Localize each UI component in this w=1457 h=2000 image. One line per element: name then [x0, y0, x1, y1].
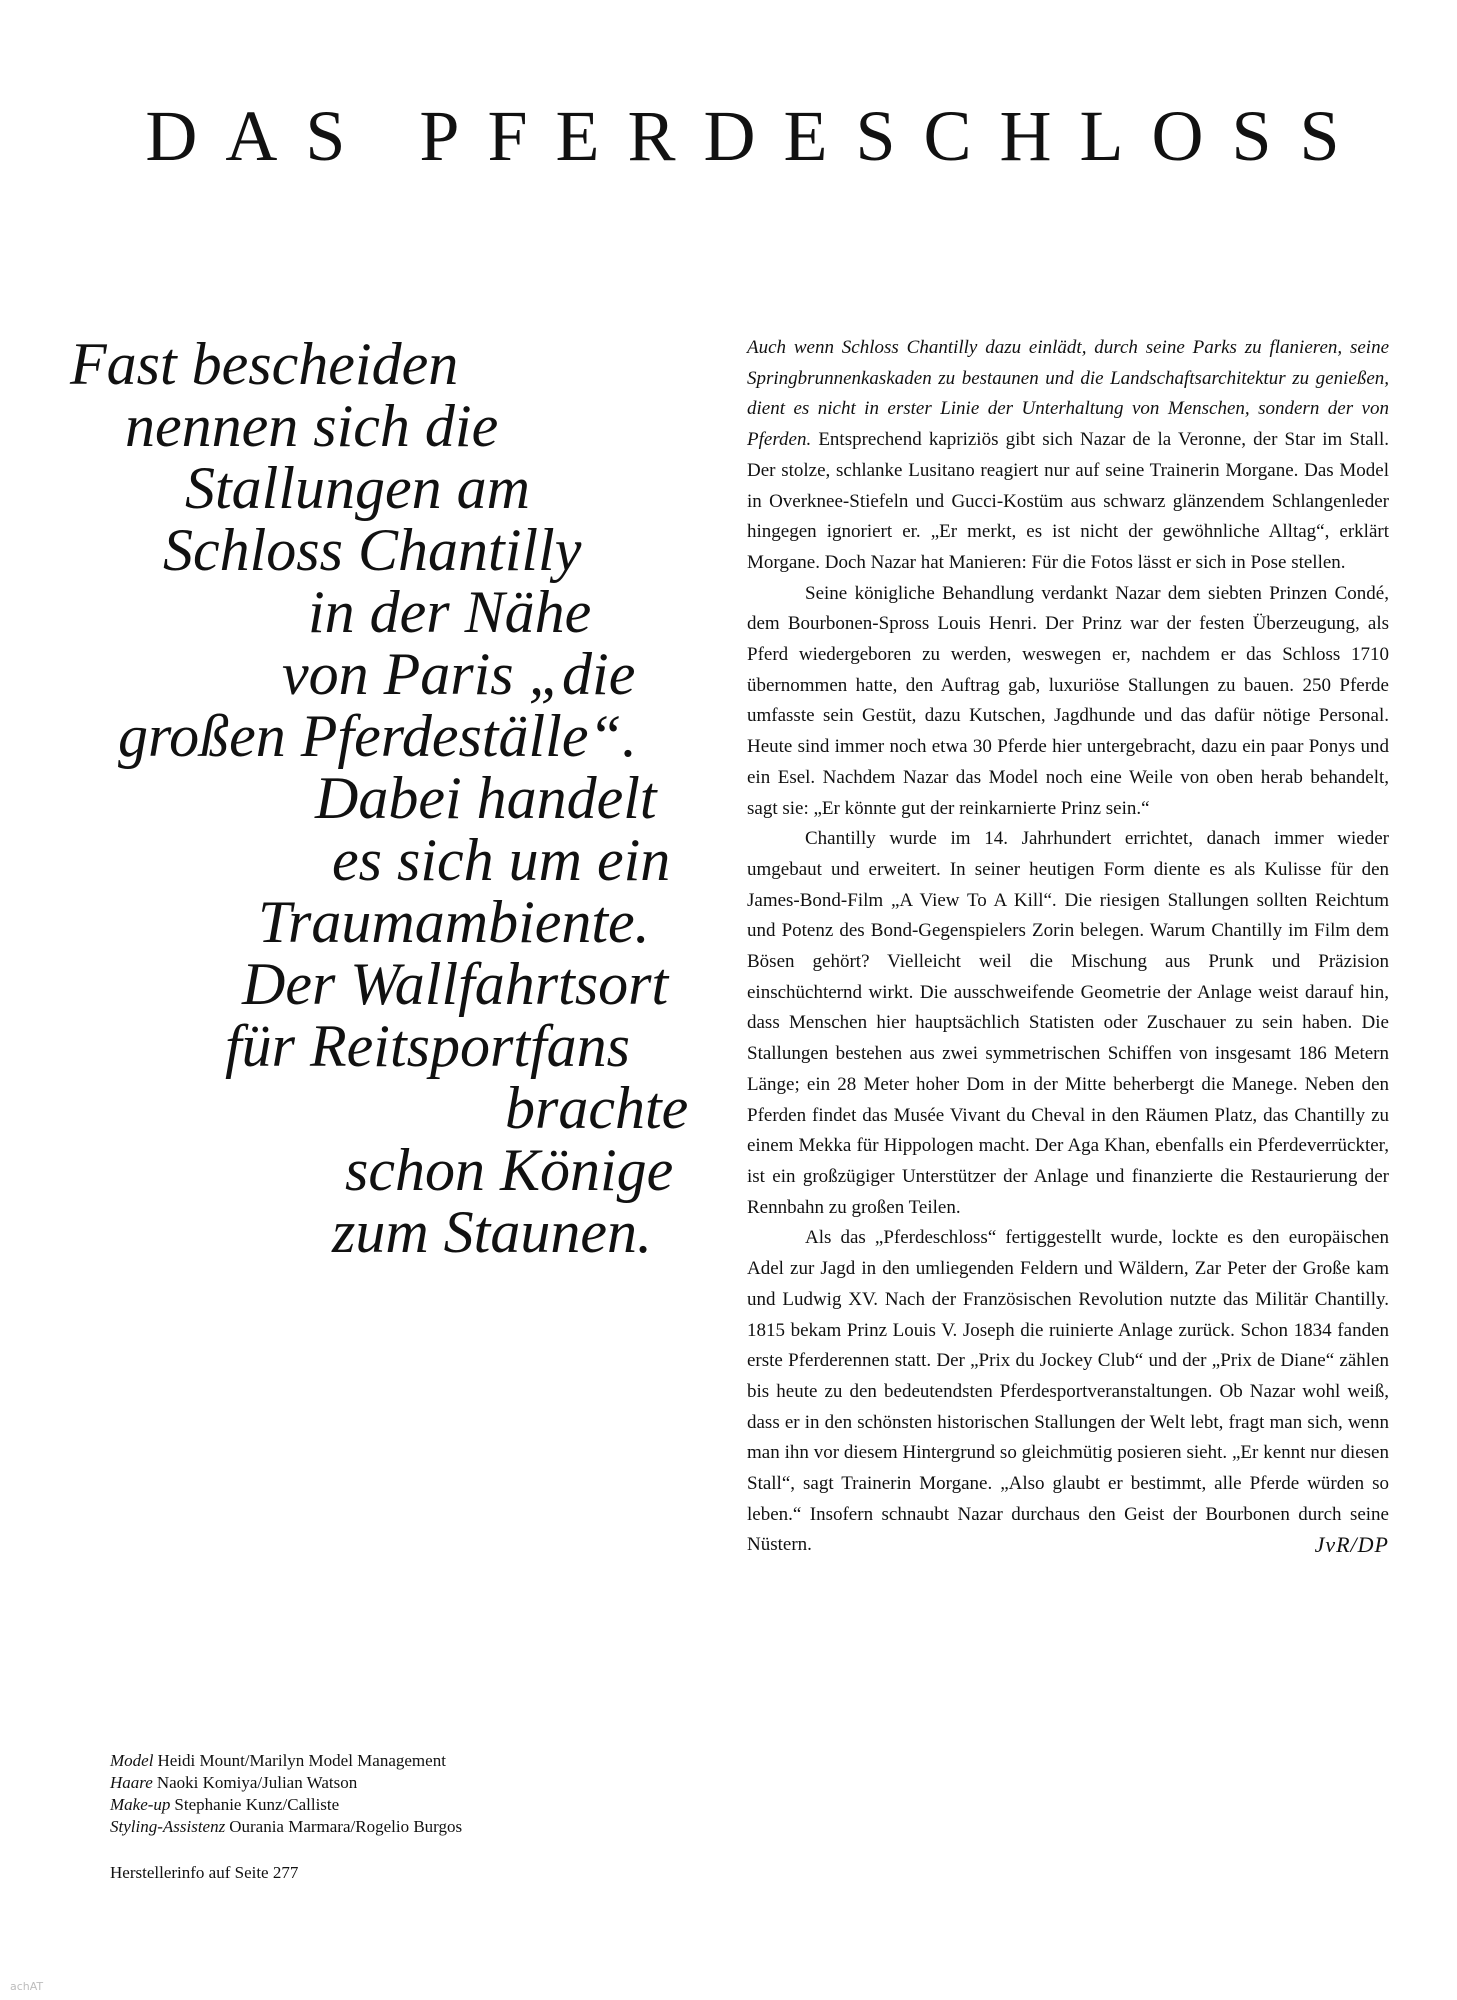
pull-quote-line: in der Nähe: [308, 579, 592, 645]
credit-row: [110, 1816, 630, 1838]
credit-role: Model: [110, 1751, 154, 1770]
watermark-text: achAT: [10, 1980, 44, 1993]
article-paragraph: [747, 1223, 1389, 1561]
pull-quote-line: Dabei handelt: [315, 765, 657, 831]
pull-quote-line: Fast bescheiden: [70, 331, 459, 397]
credit-value: Heidi Mount/Marilyn Model Management: [157, 1751, 446, 1770]
credit-row: [110, 1750, 630, 1772]
article-paragraph: [747, 333, 1389, 579]
pull-quote-line: brachte: [505, 1075, 689, 1141]
pull-quote-line: Der Wallfahrtsort: [242, 951, 669, 1017]
credit-row: [110, 1772, 630, 1794]
pull-quote-line: von Paris „die: [282, 641, 636, 707]
credit-role: Haare: [110, 1773, 153, 1792]
credit-role: Styling-Assistenz: [110, 1817, 226, 1836]
article-text: Als das „Pferdeschloss“ fertiggestellt wurde, lockte es den europäischen Adel zur Jagd in den umliegenden Feldern und Wäldern, Zar Peter der Große kam und Ludwig XV. Nach der Französischen Revolution nutzte das Militär Chantilly. 1815 bekam Prinz Louis V. Joseph die ruinierte Anlage zurück. Schon 1834 fanden erste Pferderennen statt. Der „Prix du Jockey Club“ und der „Prix de Diane“ zählen bis heute zu den bedeutendsten Pferdesportveranstaltungen. Ob Nazar wohl weiß, dass er in den schönsten historischen Stallungen der Welt lebt, fragt man sich, wenn man ihn vor diesem Hintergrund so gleichmütig posieren sieht. „Er kennt nur diesen Stall“, sagt Trainerin Morgane. „Also glaubt er bestimmt, alle Pferde würden so leben.“ Insofern schnaubt Nazar durchaus den Geist der Bourbonen durch seine Nüstern.: [747, 1227, 1389, 1556]
article-body: [747, 333, 1389, 1561]
pull-quote-line: nennen sich die: [125, 393, 499, 459]
credit-role: Make-up: [110, 1795, 171, 1814]
pull-quote-line: Stallungen am: [185, 455, 530, 521]
page-title: DAS PFERDESCHLOSS: [145, 96, 1368, 176]
photo-credits: [110, 1750, 630, 1884]
credit-value: Naoki Komiya/Julian Watson: [156, 1773, 358, 1792]
author-signature: JvR/DP: [1314, 1532, 1389, 1558]
credit-value: Ourania Marmara/Rogelio Burgos: [229, 1817, 463, 1836]
article-paragraph: Chantilly wurde im 14. Jahrhundert errichtet, danach immer wieder umgebaut und erweitert. In seiner heutigen Form diente es als Kulisse für den James-Bond-Film „A View To A Kill“. Die riesigen Stallungen sollten Reichtum und Potenz des Bond-Gegenspielers Zorin belegen. Warum Chantilly im Film dem Bösen gehört? Vielleicht weil die Mischung aus Prunk und Präzision einschüchternd wirkt. Die ausschweifende Geometrie der Anlage weist darauf hin, dass Menschen hier hauptsächlich Statisten oder Zuschauer zu sein haben. Die Stallungen bestehen aus zwei symmetrischen Schiffen von insgesamt 186 Metern Länge; ein 28 Meter hoher Dom in der Mitte beherbergt die Manege. Neben den Pferden findet das Musée Vivant du Cheval in den Räumen Platz, das Chantilly zu einem Mekka für Hippologen macht. Der Aga Khan, ebenfalls ein Pferdeverrückter, ist ein großzügiger Unterstützer der Anlage und finanzierte die Restaurierung der Rennbahn zu großen Teilen.: [747, 828, 1389, 1218]
credit-value: Stephanie Kunz/Calliste: [174, 1795, 340, 1814]
pull-quote-line: großen Pferdeställe“.: [118, 703, 637, 769]
pull-quote-line: Traumambiente.: [258, 889, 650, 955]
pull-quote-line: zum Staunen.: [332, 1199, 652, 1265]
pull-quote-line: schon Könige: [345, 1137, 674, 1203]
pull-quote-line: Schloss Chantilly: [163, 517, 582, 583]
manufacturer-info: Herstellerinfo auf Seite 277: [110, 1863, 299, 1882]
article-intro: Auch wenn Schloss Chantilly dazu einlädt, durch seine Parks zu flanieren, seine Springbrunnenkaskaden zu bestaunen und die Landschaftsarchitektur zu genießen, dient es nicht in erster Linie der Unterhaltung von Menschen, sondern der von Pferden.: [747, 337, 1389, 451]
pull-quote-line: für Reitsportfans: [225, 1013, 631, 1079]
article-paragraph: Seine königliche Behandlung verdankt Nazar dem siebten Prinzen Condé, dem Bourbonen-Spross Louis Henri. Der Prinz war der festen Überzeugung, als Pferd wiedergeboren zu werden, weswegen er, nachdem er das Schloss 1710 übernommen hatte, den Auftrag gab, luxuriöse Stallungen zu bauen. 250 Pferde umfasste sein Gestüt, dazu Kutschen, Jagdhunde und das dafür nötige Personal. Heute sind immer noch etwa 30 Pferde hier untergebracht, dazu ein paar Ponys und ein Esel. Nachdem Nazar das Model noch eine Weile von oben herab behandelt, sagt sie: „Er könnte gut der reinkarnierte Prinz sein.“: [747, 582, 1389, 819]
credit-row: [110, 1794, 630, 1816]
pull-quote-line: es sich um ein: [332, 827, 671, 893]
pull-quote: [70, 333, 710, 1263]
article-text: Entsprechend kapriziös gibt sich Nazar de la Veronne, der Star im Stall. Der stolze, schlanke Lusitano reagiert nur auf seine Trainerin Morgane. Das Model in Overknee-Stiefeln und Gucci-Kostüm aus schwarz glänzendem Schlangenleder hingegen ignoriert er. „Er merkt, es ist nicht der gewöhnliche Alltag“, erklärt Morgane. Doch Nazar hat Manieren: Für die Fotos lässt er sich in Pose stellen.: [747, 429, 1389, 573]
